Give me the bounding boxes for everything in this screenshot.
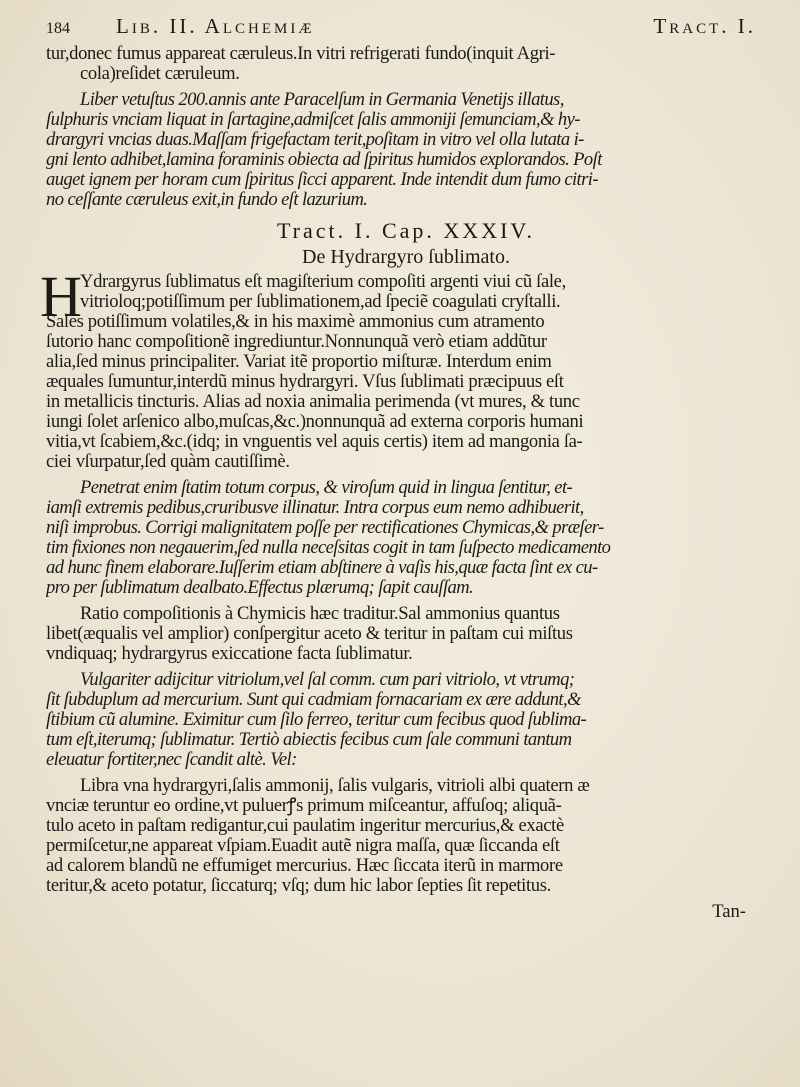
tract-heading: Tract. I. Cap. XXXIV. <box>277 218 535 243</box>
text-line: niſi improbus. Corrigi malignitatem poſſe per rectificationes Chymicas,& præſer- <box>46 518 604 538</box>
text-line: alia,ſed minus principaliter. Variat itẽ proportio miſturæ. Interdum enim <box>46 352 552 372</box>
text-line: vndiquaq; hydrargyrus exiccatione facta ſublimatur. <box>46 644 413 664</box>
catchword: Tan- <box>712 901 746 922</box>
text-line: Penetrat enim ſtatim totum corpus, & viroſum quid in lingua ſentitur, et- <box>80 478 573 498</box>
ratio-paragraph <box>46 604 766 664</box>
text-line: ad hunc finem elaborare.Iuſſerim etiam abſtinere à vaſis his,quæ facta ſint ex cu- <box>46 558 598 578</box>
text-line: cola)reſidet cæruleum. <box>80 64 240 84</box>
text-line: ſulphuris vnciam liquat in ſartagine,admiſcet ſalis ammoniji ſemunciam,& hy- <box>46 110 580 130</box>
text-line: Ratio compoſitionis à Chymicis hæc traditur.Sal ammonius quantus <box>80 604 560 624</box>
text-line: permiſcetur,ne appareat vſpiam.Euadit autẽ nigra maſſa, quæ ſiccanda eſt <box>46 836 560 856</box>
italic-paragraph-3 <box>46 670 766 770</box>
text-line: ciei vſurpatur,ſed quàm cautiſſimè. <box>46 452 290 472</box>
text-line: ſit ſubduplum ad mercurium. Sunt qui cadmiam fornacariam ex ære addunt,& <box>46 690 581 710</box>
text-line: no ceſſante cæruleus exit,in fundo eſt lazurium. <box>46 190 368 210</box>
text-line: pro per ſublimatum dealbato.Effectus plærumq; ſapit cauſſam. <box>46 578 474 598</box>
main-paragraph <box>40 264 766 472</box>
text-line: æquales ſumuntur,interdũ minus hydrargyri. Vſus ſublimati præcipuus eſt <box>46 372 564 392</box>
text-line: tim fixiones non negauerim,ſed nulla neceſsitas cogit in tam ſuſpecto medicamento <box>46 538 611 558</box>
running-title: Lib. II. Alchemiæ <box>116 14 315 38</box>
text-line: Sales potiſſimum volatiles,& in his maximè ammonius cum atramento <box>46 312 545 332</box>
italic-paragraph-2 <box>46 478 766 598</box>
running-section: Tract. I. <box>653 14 756 38</box>
text-line: ad calorem blandũ ne effumiget mercurius. Hæc ſiccata iterũ in marmore <box>46 856 563 876</box>
text-line: Vulgariter adijcitur vitriolum,vel ſal comm. cum pari vitriolo, vt vtrumq; <box>80 670 575 690</box>
text-line: auget ignem per horam cum ſpiritus ſicci apparent. Inde intendit dum fumo citri- <box>46 170 598 190</box>
text-line: iamſi extremis pedibus,cruribusve illinatur. Intra corpus eum nemo adhibuerit, <box>46 498 584 518</box>
text-line: ſtibium cũ alumine. Eximitur cum ſilo ferreo, teritur cum fecibus quod ſublima- <box>46 710 587 730</box>
text-line: tur,donec fumus appareat cæruleus.In vitri refrigerati fundo(inquit Agri- <box>46 44 556 64</box>
italic-paragraph-1 <box>46 90 766 210</box>
text-line: iungi ſolet arſenico albo,muſcas,&c.)nonnunquã ad externa corporis humani <box>46 412 584 432</box>
text-line: libet(æqualis vel amplior) conſpergitur aceto & teritur in paſtam cui miſtus <box>46 624 573 644</box>
text-line: vitrioloq;potiſſimum per ſublimationem,ad ſpeciẽ coagulati cryſtalli. <box>80 292 561 312</box>
intro-paragraph <box>46 44 766 84</box>
page-number: 184 <box>46 20 70 37</box>
text-line: vnciæ teruntur eo ordine,vt puluerꝭs primum miſceantur, affuſoq; aliquã- <box>46 796 562 816</box>
text-line: in metallicis tincturis. Alias ad noxia animalia perimenda (vt mures, & tunc <box>46 392 580 412</box>
libra-paragraph <box>46 776 766 896</box>
text-line: teritur,& aceto potatur, ſiccaturq; vſq; dum hic labor ſepties ſit repetitus. <box>46 876 551 896</box>
text-line: gni lento adhibet,lamina foraminis obiecta ad ſpiritus humidos explorandos. Poſt <box>46 150 602 170</box>
text-line: Libra vna hydrargyri,ſalis ammonij, ſalis vulgaris, vitrioli albi quatern æ <box>80 776 590 796</box>
text-line: tum eſt,iterumq; ſublimatur. Tertiò abiectis fecibus cum ſale communi tantum <box>46 730 572 750</box>
text-line: eleuatur fortiter,nec ſcandit altè. Vel: <box>46 750 297 770</box>
drop-cap: H <box>40 264 82 329</box>
text-line: drargyri vncias duas.Maſſam frigefactam terit,poſitam in vitro vel olla lutata i- <box>46 130 584 150</box>
text-line: Liber vetuſtus 200.annis ante Paracelſum in Germania Venetijs illatus, <box>80 90 564 110</box>
chapter-title: De Hydrargyro ſublimato. <box>302 246 510 268</box>
text-line: vitia,vt ſcabiem,&c.(idq; in vnguentis vel aquis certis) item ad mangonia ſa- <box>46 432 583 452</box>
running-head <box>46 14 766 44</box>
text-line: ſutorio hanc compoſitionẽ ingrediuntur.Nonnunquã verò etiam addũtur <box>46 332 547 352</box>
text-line: tulo aceto in paſtam redigantur,cui paulatim ingeritur mercurius,& exactè <box>46 816 564 836</box>
text-line: Ydrargyrus ſublimatus eſt magiſterium compoſiti argenti viui cũ ſale, <box>80 272 566 292</box>
